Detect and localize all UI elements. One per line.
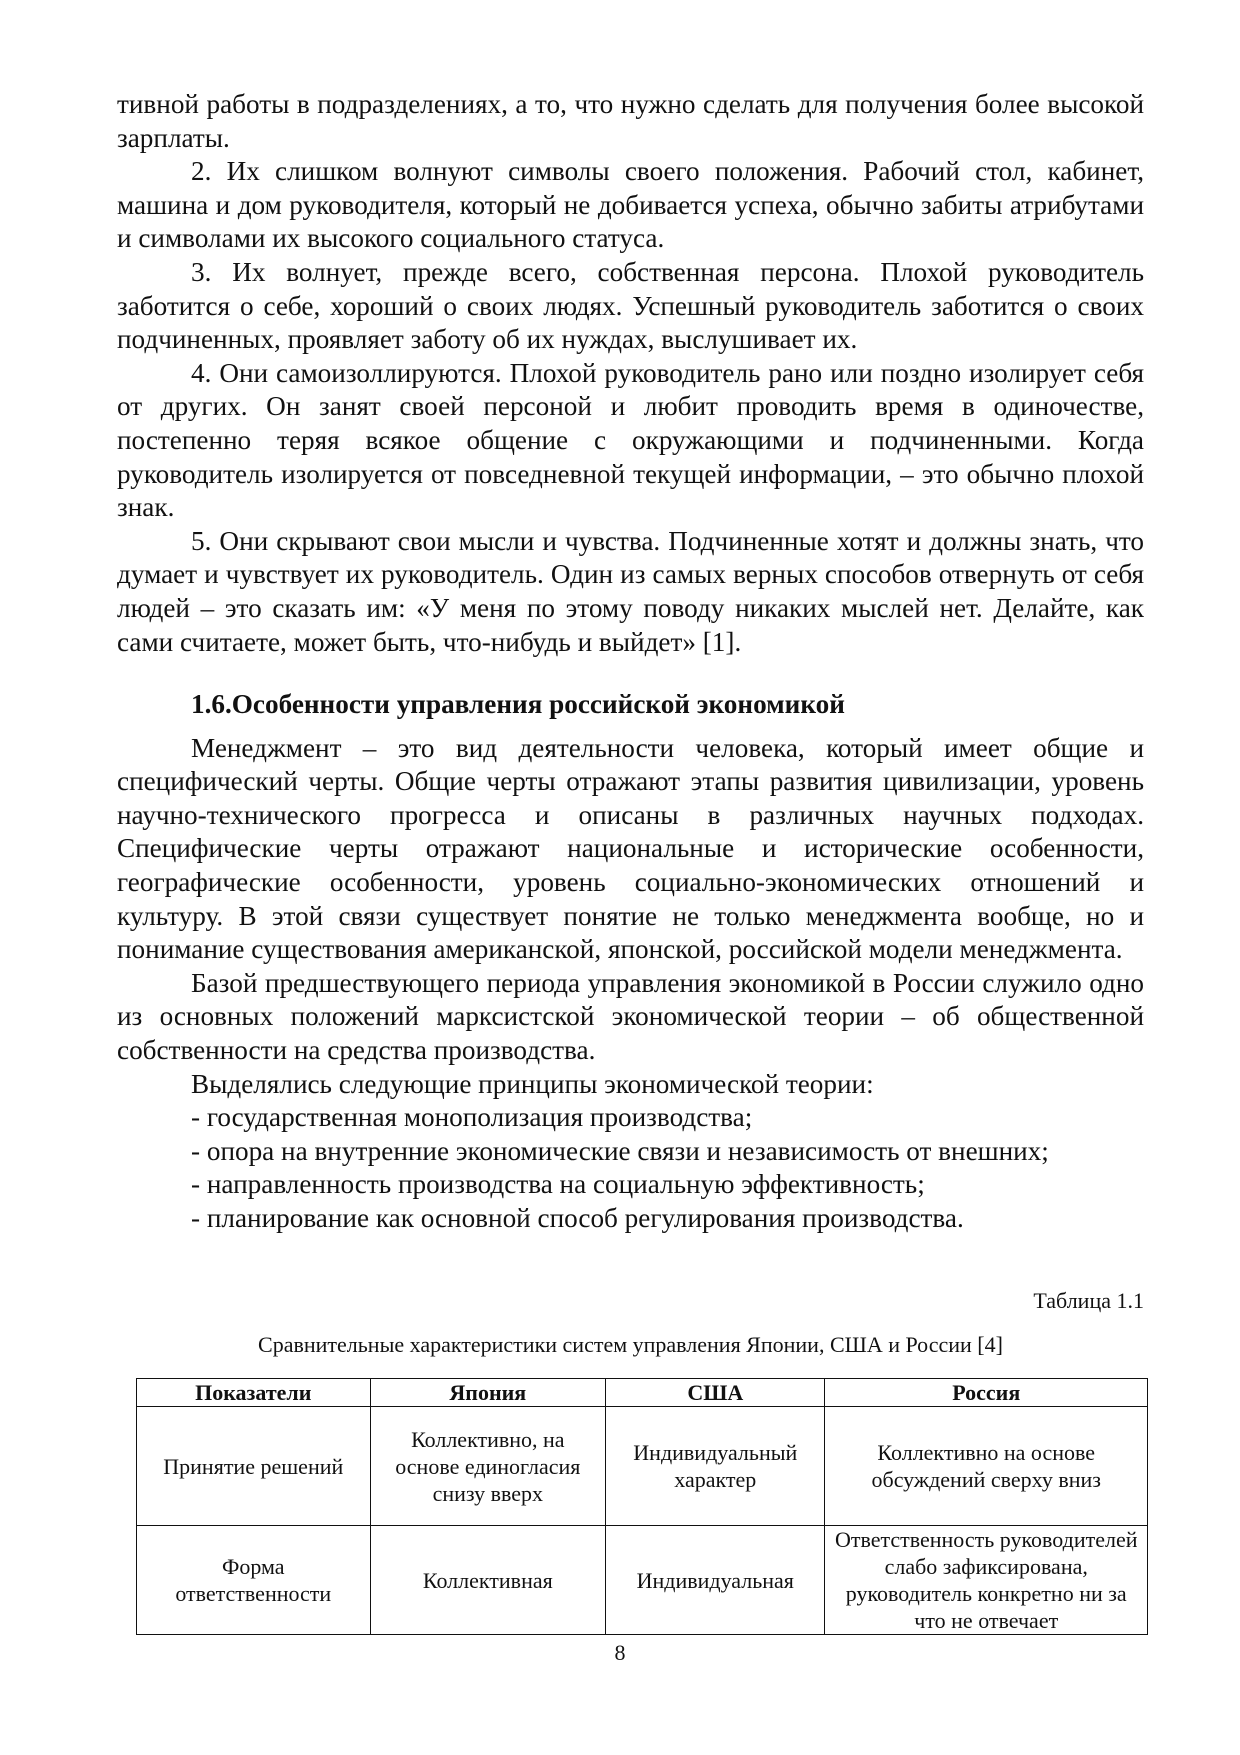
table-cell: Коллективная [370,1526,606,1635]
table-row [137,1407,1148,1526]
column-header: США [606,1379,825,1407]
paragraph-item-2: 2. Их слишком волнуют символы своего положения. Рабочий стол, кабинет, машина и дом руководителя, который не добивается успеха, обычно забиты атрибутами и символами их высокого социального статуса. [117,156,1144,254]
paragraph-basis: Базой предшествующего периода управления экономикой в России служило одно из основных положений марксистской экономической теории – об общественной собственности на средства производства. [117,967,1144,1066]
table-cell: Коллективно на основе обсуждений сверху вниз [825,1407,1148,1526]
list-item: - планирование как основной способ регулирования производства. [191,1203,964,1233]
paragraph-item-3: 3. Их волнует, прежде всего, собственная персона. Плохой руководитель заботится о себе, хороший о своих людях. Успешный руководитель заботится о своих подчиненных, проявляет заботу об их нуждах, выслушивает их. [117,256,1144,355]
paragraph-item-5: 5. Они скрывают свои мысли и чувства. Подчиненные хотят и должны знать, что думает и чувствует их руководитель. Один из самых верных способов отвернуть от себя людей – это сказать им: «У меня по этому поводу никаких мыслей нет. Делайте, как сами считаете, может быть, что-нибудь и выйдет» [1]. [117,525,1144,657]
principles-list [117,1101,1144,1235]
table-cell: Форма ответственности [137,1526,371,1635]
comparison-table [136,1378,1148,1635]
list-item: - направленность производства на социальную эффективность; [191,1169,925,1200]
table-row [137,1526,1148,1635]
table-cell: Индивидуальная [606,1526,825,1635]
column-header: Показатели [137,1379,371,1407]
list-item: - опора на внутренние экономические связи и независимость от внешних; [191,1135,1049,1166]
paragraph-management: Менеджмент – это вид деятельности человека, который имеет общие и специфический черты. Общие черты отражают этапы развития цивилизации, уровень научно-технического прогресса и описаны в различных научных подходах. Специфические черты отражают национальные и исторические особенности, географические особенности, уровень социально-экономических отношений и культуру. В этой связи существует понятие не только менеджмента вообще, но и понимание существования американской, японской, российской модели менеджмента. [117,732,1144,965]
column-header: Россия [825,1379,1148,1407]
page-number: 8 [614,1640,626,1665]
table-cell: Ответственность руководителей слабо зафиксирована, руководитель конкретно ни за что не отвечает [825,1526,1148,1635]
table-label: Таблица 1.1 [1033,1288,1144,1313]
section-heading: 1.6.Особенности управления российской экономикой [191,689,845,720]
paragraph-continuation: тивной работы в подразделениях, а то, что нужно сделать для получения более высокой зарплаты. [117,89,1144,153]
column-header: Япония [370,1379,606,1407]
list-item: - государственная монополизация производства; [191,1102,753,1133]
table-cell: Коллективно, на основе единогласия снизу вверх [370,1407,606,1526]
document-page [117,88,1144,1236]
table-caption: Сравнительные характеристики систем управления Японии, США и России [4] [258,1332,1003,1357]
table-cell: Индивидуальный характер [606,1407,825,1526]
table-cell: Принятие решений [137,1407,371,1526]
paragraph-principles-intro: Выделялись следующие принципы экономической теории: [191,1068,874,1099]
table-header-row [137,1379,1148,1407]
paragraph-item-4: 4. Они самоизоллируются. Плохой руководитель рано или поздно изолирует себя от других. Он занят своей персоной и любит проводить время в одиночестве, постепенно теряя всякое общение с окружающими и подчиненными. Когда руководитель изолируется от повседневной текущей информации, – это обычно плохой знак. [117,357,1144,523]
